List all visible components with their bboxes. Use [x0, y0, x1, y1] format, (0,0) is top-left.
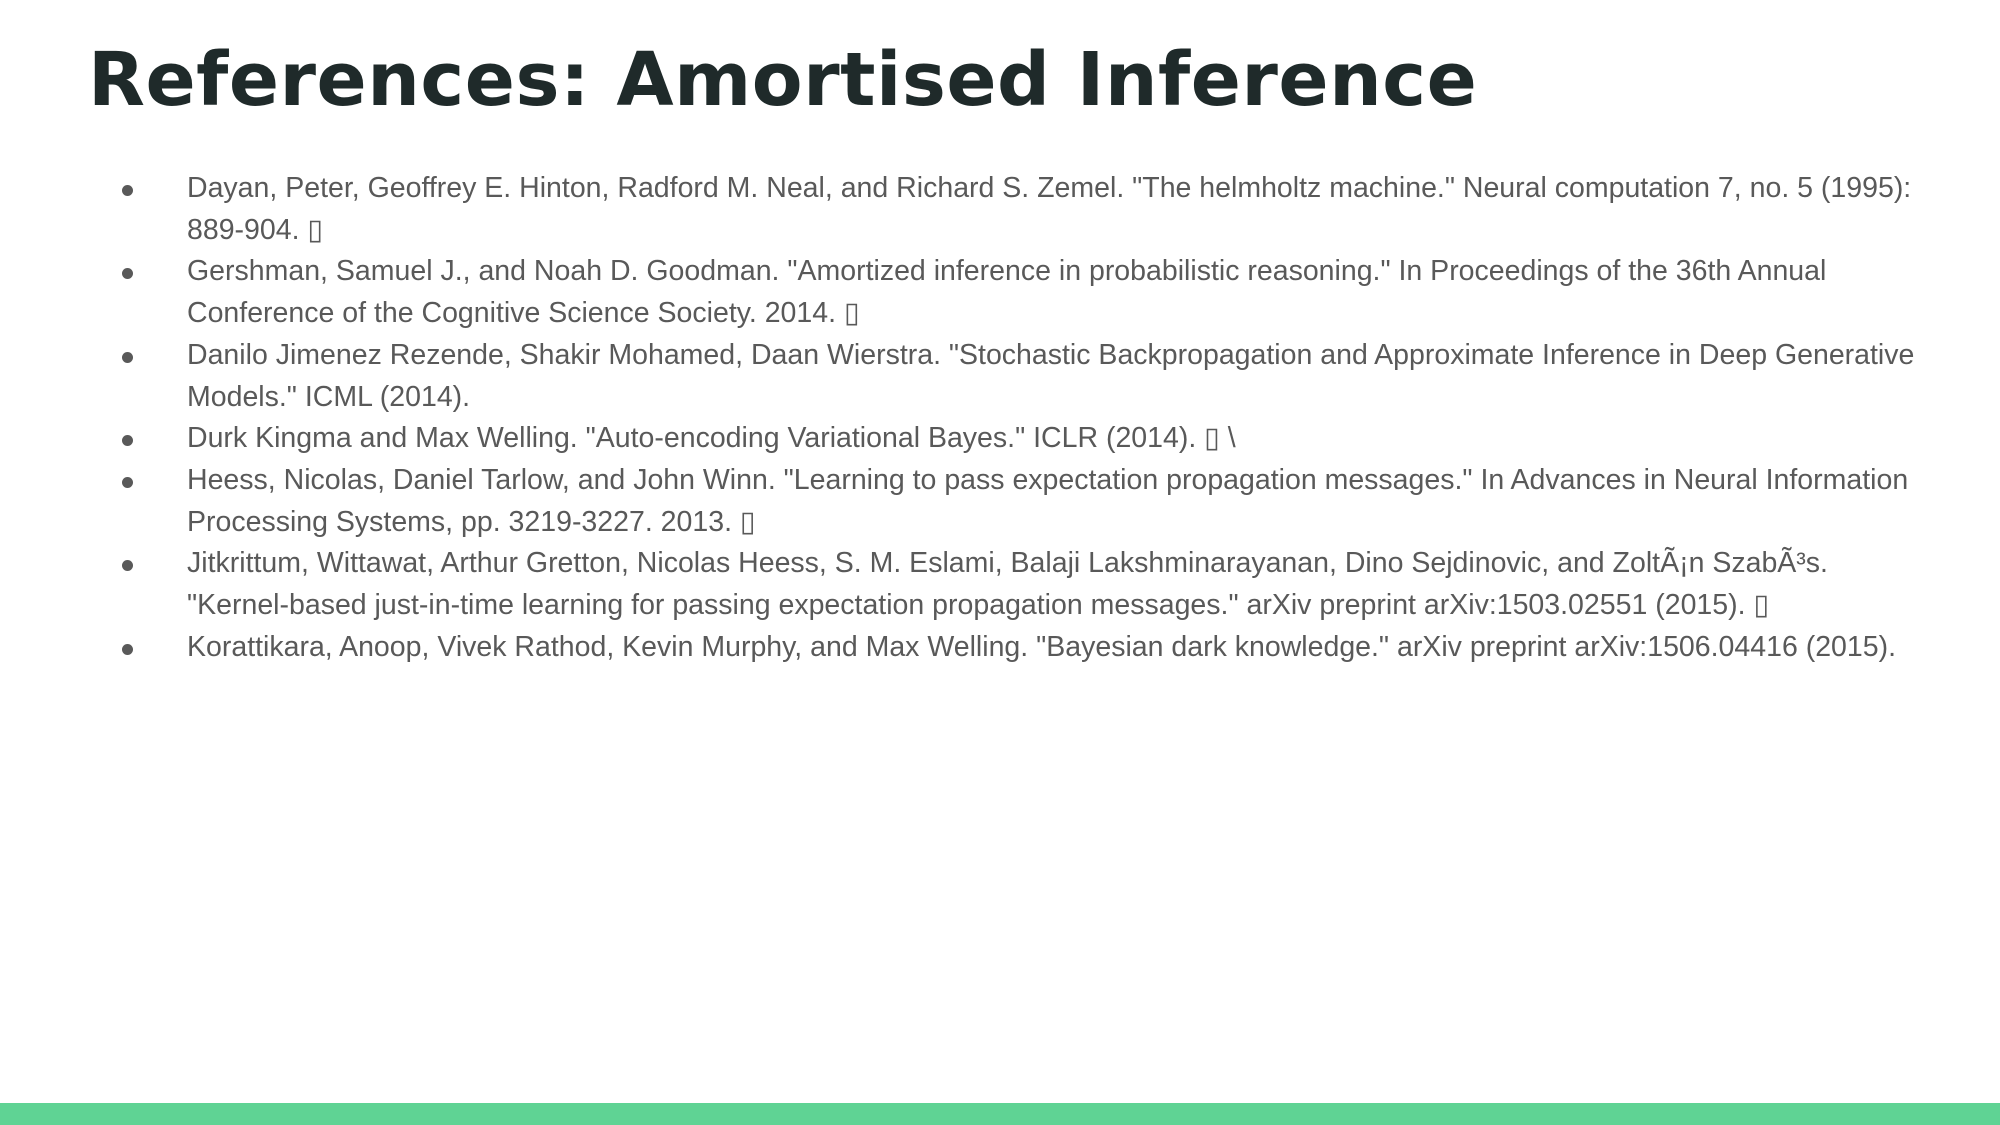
bullet-icon [122, 560, 133, 571]
reference-item [117, 460, 1917, 543]
bullet-icon [122, 268, 133, 279]
reference-item [117, 335, 1917, 418]
reference-item [117, 543, 1917, 626]
bullet-icon [122, 185, 133, 196]
reference-text: Dayan, Peter, Geoffrey E. Hinton, Radford M. Neal, and Richard S. Zemel. "The helmholtz machine." Neural computation 7, no. 5 (1995): 889-904. ▯ [187, 172, 1912, 246]
bullet-icon [122, 352, 133, 363]
reference-text: Danilo Jimenez Rezende, Shakir Mohamed, Daan Wierstra. "Stochastic Backpropagation and Approximate Inference in Deep Generative Models." ICML (2014). [187, 338, 1915, 413]
reference-text: Jitkrittum, Wittawat, Arthur Gretton, Nicolas Heess, S. M. Eslami, Balaji Lakshminarayanan, Dino Sejdinovic, and ZoltÃ¡n SzabÃ³s. "Kernel-based just-in-time learning for passing expectation propagation messages." arXiv preprint arXiv:1503.02551 (2015). ▯ [187, 547, 1828, 622]
reference-text: Korattikara, Anoop, Vivek Rathod, Kevin Murphy, and Max Welling. "Bayesian dark knowledge." arXiv preprint arXiv:1506.04416 (2015). [187, 630, 1897, 663]
footer-accent-bar [0, 1103, 2000, 1125]
reference-list [117, 168, 1917, 668]
reference-item [117, 627, 1917, 669]
reference-item [117, 168, 1917, 251]
reference-text: Gershman, Samuel J., and Noah D. Goodman. "Amortized inference in probabilistic reasoning." In Proceedings of the 36th Annual Conference of the Cognitive Science Society. 2014. ▯ [187, 255, 1827, 330]
bullet-icon [122, 435, 133, 446]
reference-item [117, 251, 1917, 334]
bullet-icon [122, 477, 133, 488]
reference-text: Durk Kingma and Max Welling. "Auto-encoding Variational Bayes." ICLR (2014). ▯ \ [187, 422, 1236, 455]
bullet-icon [122, 644, 133, 655]
reference-text: Heess, Nicolas, Daniel Tarlow, and John Winn. "Learning to pass expectation propagation messages." In Advances in Neural Information Processing Systems, pp. 3219-3227. 2013. ▯ [187, 463, 1909, 538]
reference-item [117, 418, 1917, 460]
slide-title: References: Amortised Inference [88, 37, 1478, 123]
